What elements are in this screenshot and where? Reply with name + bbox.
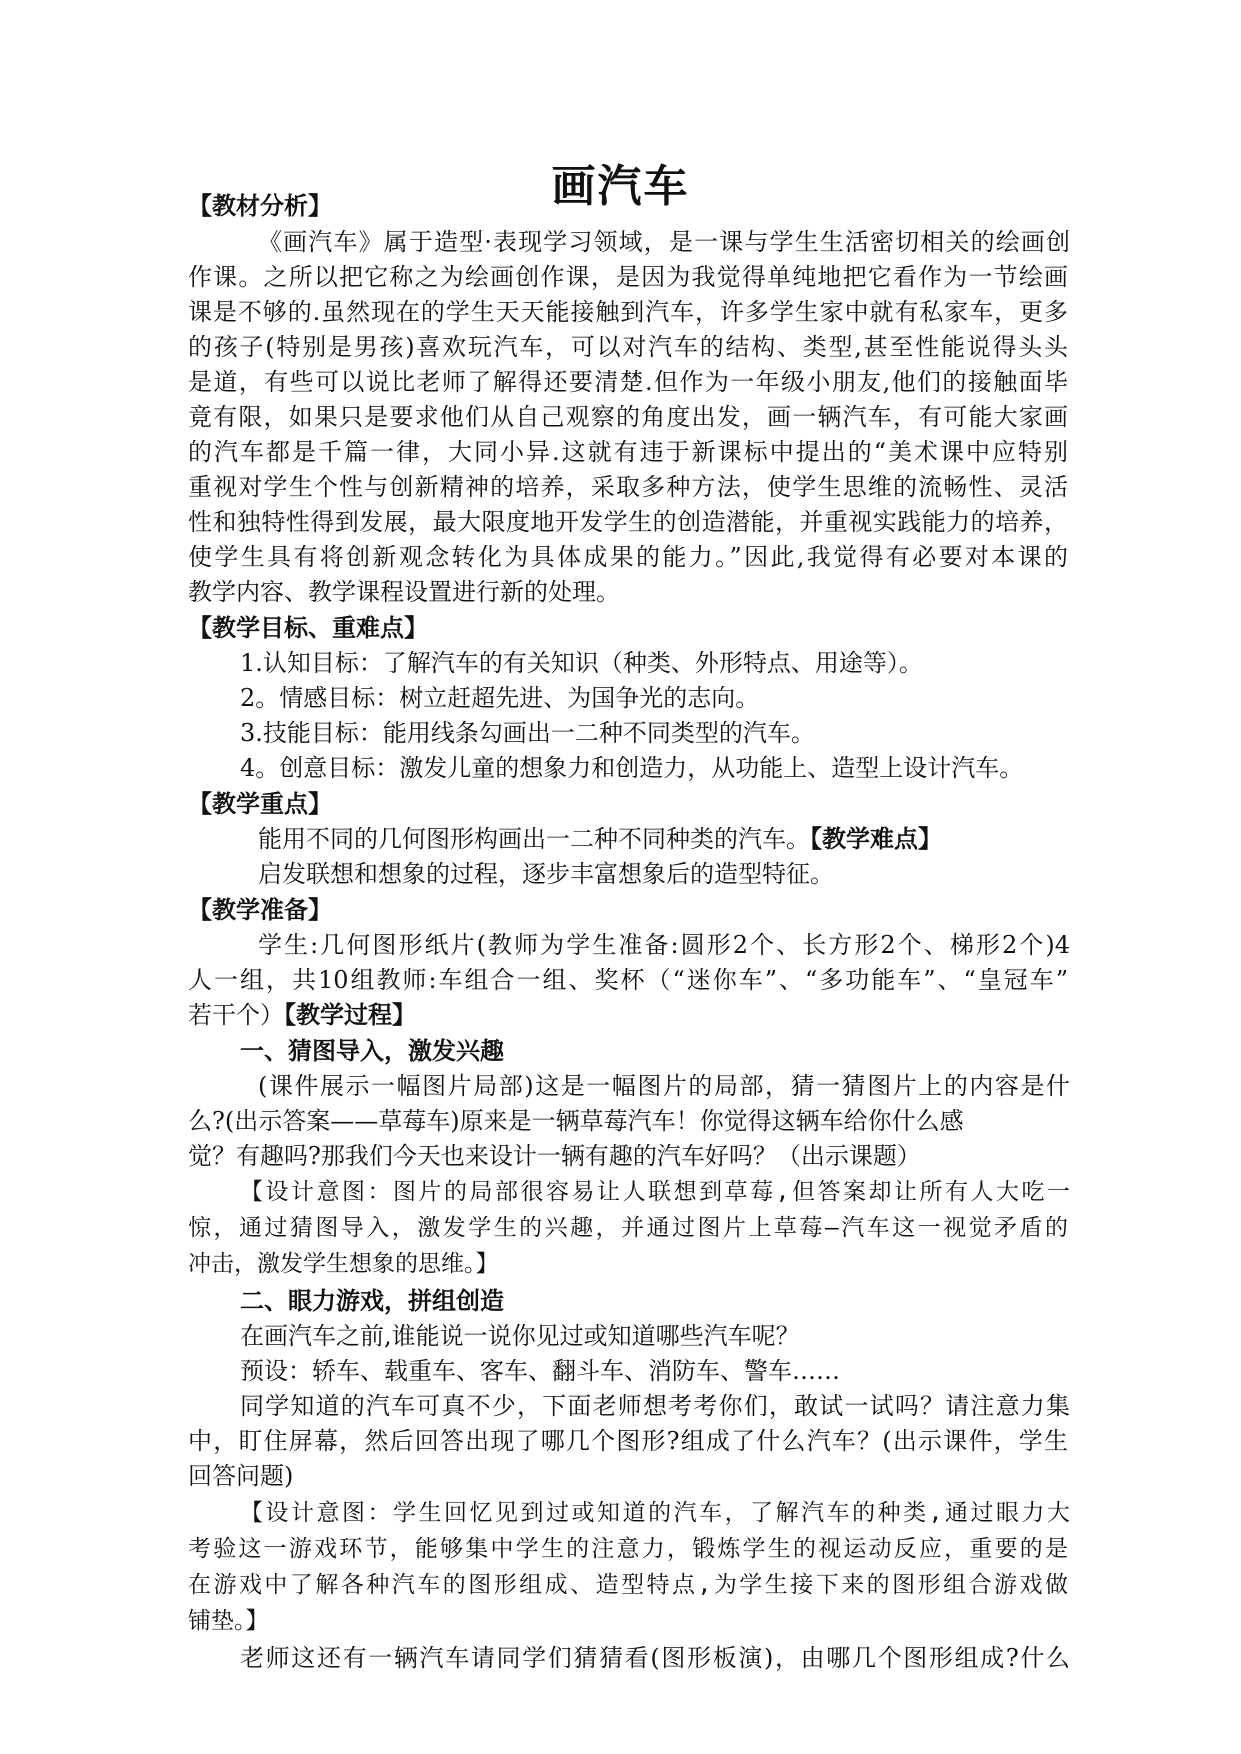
- final-line: 老师这还有一辆汽车请同学们猜猜看(图形板演)，由哪几个图形组成?什么: [240, 1644, 1070, 1672]
- goals-heading: 【教学目标、重难点】: [188, 614, 428, 642]
- analysis-line: 重视对学生个性与创新精神的培养，采取多种方法，使学生思维的流畅性、灵活: [188, 473, 1068, 501]
- process-heading: 【教学过程】: [284, 1001, 416, 1029]
- page-title: 画汽车: [551, 161, 690, 212]
- step2-line: 回答问题): [188, 1462, 294, 1490]
- design-note-line: 铺垫。】: [188, 1608, 269, 1634]
- analysis-line: 竟有限，如果只是要求他们从自己观察的角度出发，画一辆汽车，有可能大家画: [188, 403, 1068, 431]
- step2-line: 中，盯住屏幕，然后回答出现了哪几个图形?组成了什么汽车？(出示课件，学生: [188, 1427, 1068, 1455]
- design-note-line: 【设计意图：图片的局部很容易让人联想到草莓,但答案却让所有人大吃一: [240, 1179, 1070, 1205]
- analysis-heading: 【教材分析】: [188, 192, 332, 220]
- analysis-line: 是道，有些可以说比老师了解得还要清楚.但作为一年级小朋友,他们的接触面毕: [188, 368, 1068, 396]
- step1-line: 么?(出示答案——草莓车)原来是一辆草莓汽车！你觉得这辆车给你什么感: [188, 1107, 964, 1135]
- design-note-line: 在游戏中了解各种汽车的图形组成、造型特点,为学生接下来的图形组合游戏做: [188, 1572, 1068, 1598]
- prep-last-line: [188, 998, 1068, 1032]
- step2-heading: 二、眼力游戏，拼组创造: [240, 1287, 504, 1315]
- prep-line: 若干个）: [188, 1001, 284, 1029]
- analysis-line: 性和独特性得到发展，最大限度地开发学生的创造潜能，并重视实践能力的培养，: [188, 508, 1068, 536]
- analysis-line: 作课。之所以把它称之为绘画创作课，是因为我觉得单纯地把它看作为一节绘画: [188, 263, 1068, 291]
- analysis-line: 的汽车都是千篇一律，大同小异.这就有违于新课标中提出的“美术课中应特别: [188, 438, 1068, 466]
- step1-line: (课件展示一幅图片局部)这是一幅图片的局部，猜一猜图片上的内容是什: [258, 1072, 1070, 1100]
- analysis-line: 教学内容、教学课程设置进行新的处理。: [188, 578, 620, 606]
- goal-item: 1.认知目标：了解汽车的有关知识（种类、外形特点、用途等）。: [240, 649, 923, 677]
- analysis-line: 使学生具有将创新观念转化为具体成果的能力。”因此,我觉得有必要对本课的: [188, 543, 1068, 571]
- design-note-line: 冲击，激发学生想象的思维。】: [188, 1251, 499, 1277]
- analysis-line: 课是不够的.虽然现在的学生天天能接触到汽车，许多学生家中就有私家车，更多: [188, 298, 1068, 326]
- step1-line: 觉？有趣吗?那我们今天也来设计一辆有趣的汽车好吗？（出示课题）: [188, 1142, 921, 1170]
- design-note-line: 惊，通过猜图导入，激发学生的兴趣，并通过图片上草莓—汽车这一视觉矛盾的: [188, 1215, 1068, 1241]
- step2-line: 预设：轿车、载重车、客车、翻斗车、消防车、警车……: [240, 1357, 840, 1385]
- goal-item: 2。情感目标：树立赶超先进、为国争光的志向。: [240, 684, 760, 712]
- key-point-line: [258, 822, 1070, 856]
- step2-line: 同学知道的汽车可真不少，下面老师想考考你们，敢试一试吗？请注意力集: [240, 1392, 1070, 1420]
- prep-line: 学生:几何图形纸片(教师为学生准备:圆形2个、长方形2个、梯形2个)4: [258, 931, 1070, 959]
- design-note-line: 【设计意图：学生回忆见到过或知道的汽车，了解汽车的种类,通过眼力大: [240, 1500, 1070, 1526]
- goal-item: 4。创意目标：激发儿童的想象力和创造力，从功能上、造型上设计汽车。: [240, 754, 1024, 782]
- analysis-line: 的孩子(特别是男孩)喜欢玩汽车，可以对汽车的结构、类型,甚至性能说得头头: [188, 333, 1068, 361]
- prep-heading: 【教学准备】: [188, 896, 332, 924]
- design-note-line: 考验这一游戏环节，能够集中学生的注意力，锻炼学生的视运动反应，重要的是: [188, 1536, 1068, 1562]
- key-heading: 【教学重点】: [188, 790, 332, 818]
- step2-line: 在画汽车之前,谁能说一说你见过或知道哪些汽车呢？: [240, 1322, 800, 1350]
- goal-item: 3.技能目标：能用线条勾画出一二种不同类型的汽车。: [240, 719, 815, 747]
- difficulty-text: 启发联想和想象的过程，逐步丰富想象后的造型特征。: [258, 860, 834, 888]
- prep-line: 人一组，共10组教师:车组合一组、奖杯（“迷你车”、“多功能车”、“皇冠车”: [188, 966, 1068, 994]
- difficulty-heading: 【教学难点】: [810, 825, 942, 853]
- key-point-text: 能用不同的几何图形构画出一二种不同种类的汽车。: [258, 825, 810, 853]
- analysis-line: 《画汽车》属于造型·表现学习领域，是一课与学生生活密切相关的绘画创: [258, 228, 1070, 256]
- step1-heading: 一、猜图导入，激发兴趣: [240, 1037, 504, 1065]
